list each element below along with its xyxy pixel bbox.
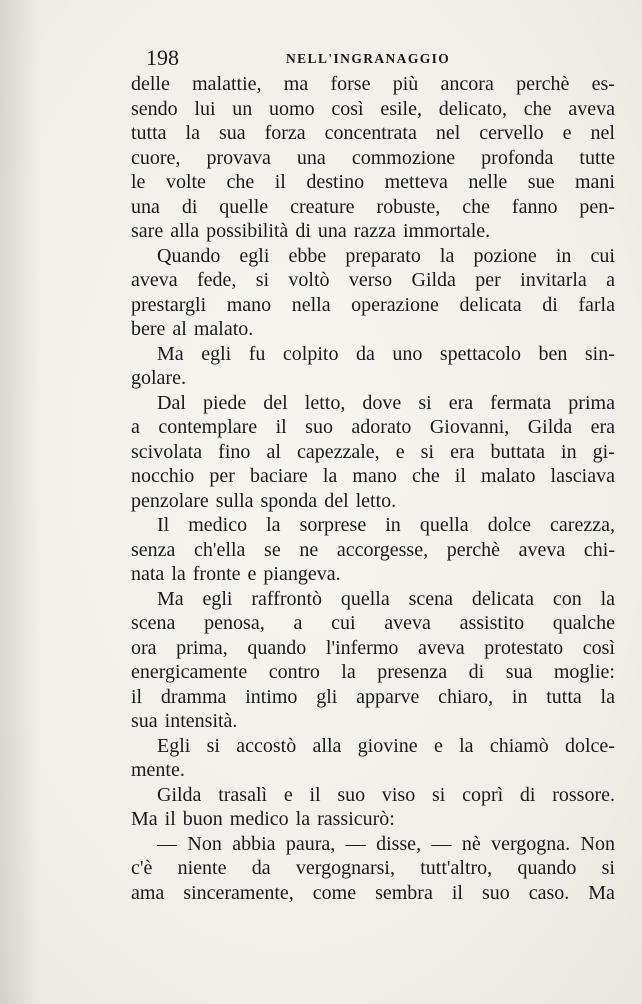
page-header [146,45,642,75]
text-line: nocchio per baciare la mano che il malato lasciava [131,465,615,487]
text-line: sua intensità. [131,710,238,732]
binding-shadow [0,0,40,1004]
text-line: prestargli mano nella operazione delicata di farla [131,293,615,316]
text-line: mente. [131,759,185,781]
text-line: una di quelle creature robuste, che fanno pen- [131,195,615,218]
text-line: — Non abbia paura, — disse, — nè vergogna. Non [157,832,615,855]
body-text [131,72,615,905]
text-line: Egli si accostò alla giovine e la chiamò dolce- [157,734,615,757]
text-line: le volte che il destino metteva nelle sue mani [131,171,615,193]
text-line: sare alla possibilità di una razza immortale. [131,220,491,242]
text-line: Dal piede del letto, dove si era fermata prima [157,391,615,414]
text-line: penzolare sulla sponda del letto. [131,489,397,512]
running-head: NELL'INGRANAGGIO [286,51,451,66]
text-line: cuore, provava una commozione profonda tutte [131,146,615,169]
text-line: bere al malato. [131,318,254,340]
text-line: scivolata fino al capezzale, e si era buttata in gi- [131,440,615,463]
text-line: energicamente contro la presenza di sua moglie: [131,661,615,683]
text-line: tutta la sua forza concentrata nel cervello e nel [131,122,615,144]
text-line: senza ch'ella se ne accorgesse, perchè aveva chi- [131,538,615,561]
text-line: Il medico la sorprese in quella dolce carezza, [157,514,615,536]
text-line: nata la fronte e piangeva. [131,563,341,585]
text-line: aveva fede, si voltò verso Gilda per invitarla a [131,269,615,291]
text-line: golare. [131,367,186,389]
text-line: Ma il buon medico la rassicurò: [131,808,395,830]
text-line: il dramma intimo gli apparve chiaro, in tutta la [131,685,615,708]
text-line: a contemplare il suo adorato Giovanni, Gilda era [131,416,615,438]
text-line: Quando egli ebbe preparato la pozione in cui [157,244,615,267]
text-line: Ma egli fu colpito da uno spettacolo ben sin- [157,342,615,365]
text-line: scena penosa, a cui aveva assistito qualche [131,612,615,634]
text-line: ama sinceramente, come sembra il suo caso. Ma [131,881,615,904]
text-line: Gilda trasalì e il suo viso si coprì di rossore. [157,783,615,806]
page-number: 198 [146,45,179,70]
text-line: Ma egli raffrontò quella scena delicata con la [157,587,615,610]
text-line: sendo lui un uomo così esile, delicato, che aveva [131,97,615,120]
text-line: c'è niente da vergognarsi, tutt'altro, quando si [131,857,615,879]
text-line: delle malattie, ma forse più ancora perchè es- [131,73,615,95]
text-line: ora prima, quando l'infermo aveva protestato così [131,636,615,659]
